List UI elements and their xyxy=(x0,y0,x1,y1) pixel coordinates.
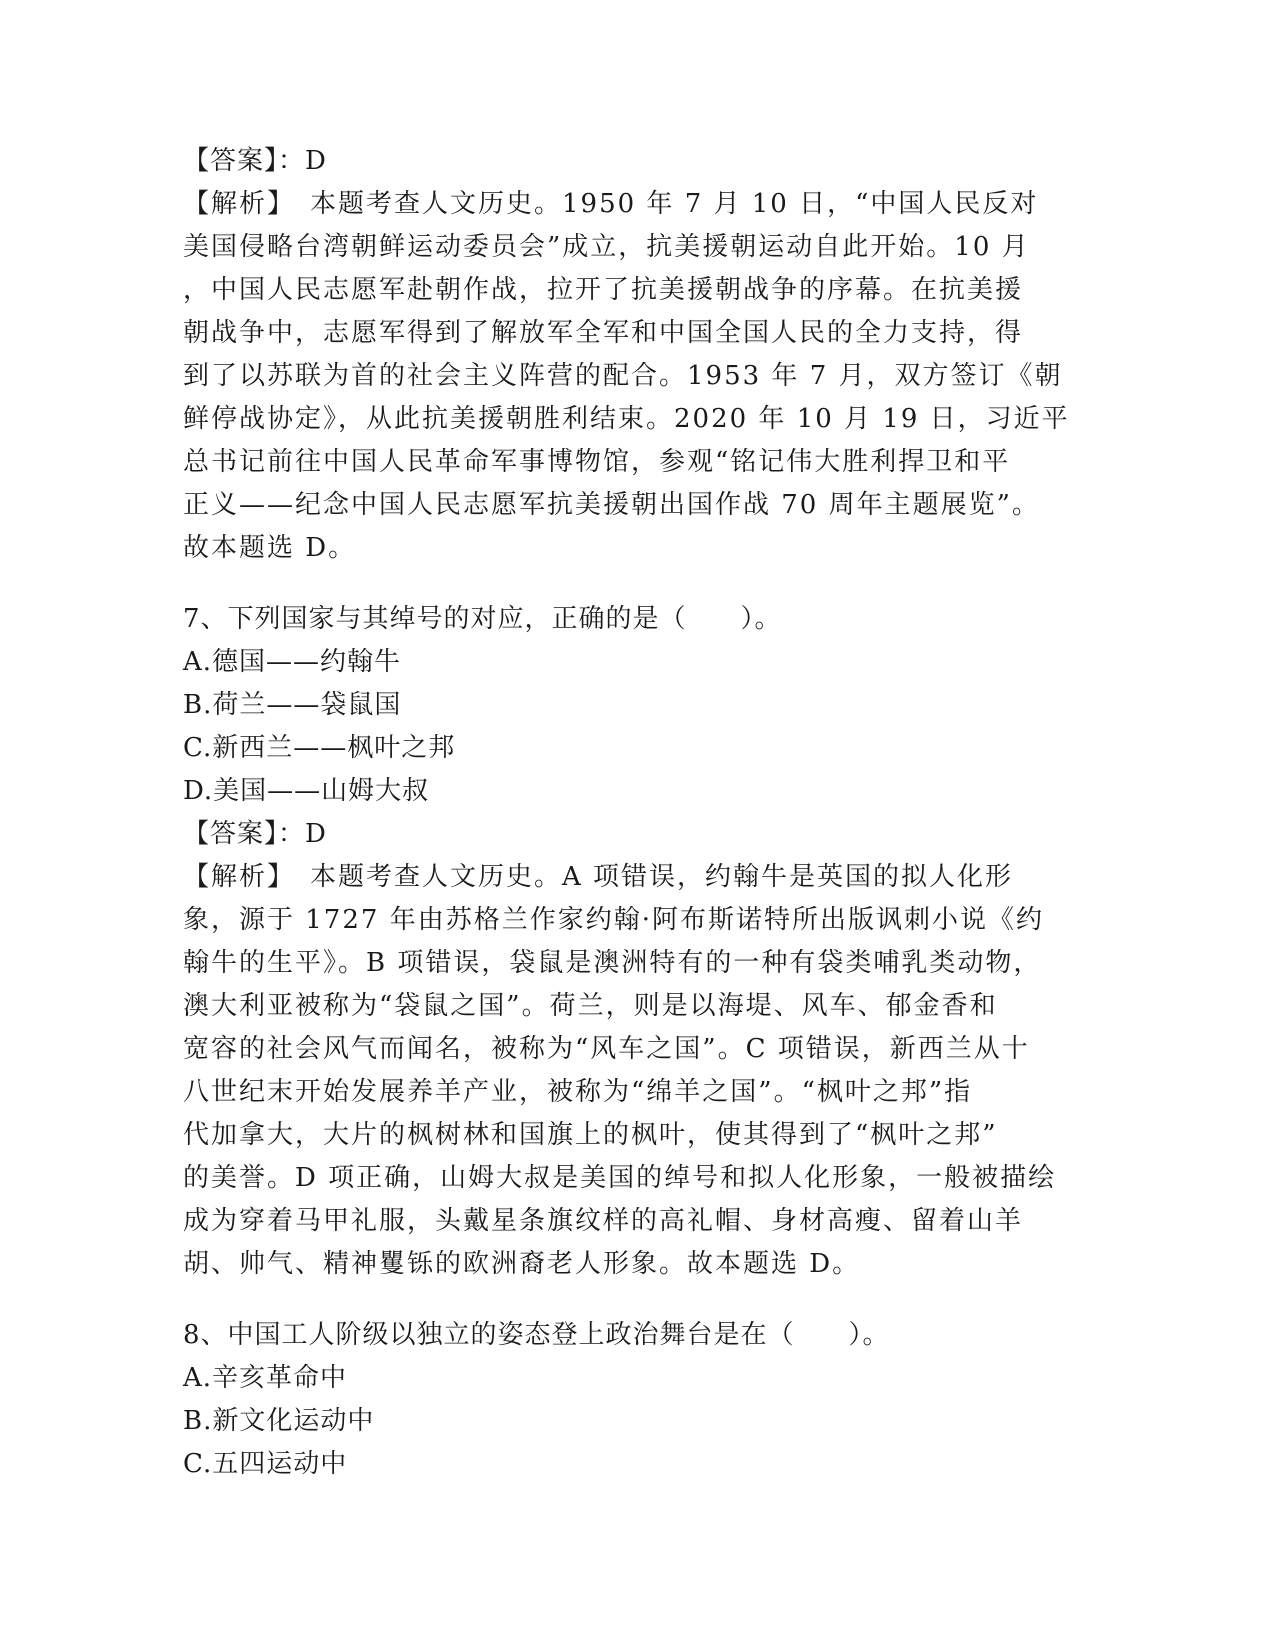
option-d: D.美国——山姆大叔 xyxy=(183,776,430,806)
answer-label: 【答案】：D xyxy=(183,146,327,176)
explanation-line: 美国侵略台湾朝鲜运动委员会”成立，抗美援朝运动自此开始。10 月 xyxy=(183,232,1030,262)
option-b: B.新文化运动中 xyxy=(183,1406,375,1436)
explanation-line: 代加拿大，大片的枫树林和国旗上的枫叶，使其得到了“枫叶之邦” xyxy=(183,1120,998,1150)
explanation-line: 胡、帅气、精神矍铄的欧洲裔老人形象。故本题选 D。 xyxy=(183,1249,861,1279)
answer-label: 【答案】：D xyxy=(183,819,327,849)
option-a: A.德国——约翰牛 xyxy=(183,647,402,677)
explanation-line: 翰牛的生平》。B 项错误，袋鼠是澳洲特有的一种有袋类哺乳类动物， xyxy=(183,948,1042,978)
explanation-line: 到了以苏联为首的社会主义阵营的配合。1953 年 7 月，双方签订《朝 xyxy=(183,361,1063,391)
explanation-line: ，中国人民志愿军赴朝作战，拉开了抗美援朝战争的序幕。在抗美援 xyxy=(183,275,1024,305)
explanation-line: 总书记前往中国人民革命军事博物馆，参观“铭记伟大胜利捍卫和平 xyxy=(183,447,1011,477)
option-c: C.五四运动中 xyxy=(183,1449,348,1479)
explanation-line: 朝战争中，志愿军得到了解放军全军和中国全国人民的全力支持，得 xyxy=(183,318,1024,348)
explanation-line: 八世纪末开始发展养羊产业，被称为“绵羊之国”。“枫叶之邦”指 xyxy=(183,1077,973,1107)
question-stem: 8、中国工人阶级以独立的姿态登上政治舞台是在（ ）。 xyxy=(183,1320,890,1350)
answer-block-6 xyxy=(183,140,1083,570)
question-8 xyxy=(183,1314,1083,1486)
document-page xyxy=(183,140,1083,1486)
option-c: C.新西兰——枫叶之邦 xyxy=(183,733,456,763)
explanation-line: 【解析】 本题考查人文历史。1950 年 7 月 10 日，“中国人民反对 xyxy=(183,189,1039,219)
question-7 xyxy=(183,598,1083,1286)
explanation xyxy=(183,856,1083,1286)
explanation-line: 象，源于 1727 年由苏格兰作家约翰·阿布斯诺特所出版讽刺小说《约 xyxy=(183,905,1044,935)
explanation-line: 鲜停战协定》，从此抗美援朝胜利结束。2020 年 10 月 19 日，习近平 xyxy=(183,404,1070,434)
explanation xyxy=(183,183,1083,570)
explanation-line: 宽容的社会风气而闻名，被称为“风车之国”。C 项错误，新西兰从十 xyxy=(183,1034,1030,1064)
explanation-line: 的美誉。D 项正确，山姆大叔是美国的绰号和拟人化形象，一般被描绘 xyxy=(183,1163,1057,1193)
explanation-line: 澳大利亚被称为“袋鼠之国”。荷兰，则是以海堤、风车、郁金香和 xyxy=(183,991,998,1021)
explanation-line: 正义——纪念中国人民志愿军抗美援朝出国作战 70 周年主题展览”。 xyxy=(183,490,1040,520)
option-a: A.辛亥革命中 xyxy=(183,1363,348,1393)
question-stem: 7、下列国家与其绰号的对应，正确的是（ ）。 xyxy=(183,604,782,634)
option-b: B.荷兰——袋鼠国 xyxy=(183,690,402,720)
explanation-line: 成为穿着马甲礼服，头戴星条旗纹样的高礼帽、身材高瘦、留着山羊 xyxy=(183,1206,1024,1236)
explanation-line: 【解析】 本题考查人文历史。A 项错误，约翰牛是英国的拟人化形 xyxy=(183,862,1014,892)
explanation-line: 故本题选 D。 xyxy=(183,533,357,563)
